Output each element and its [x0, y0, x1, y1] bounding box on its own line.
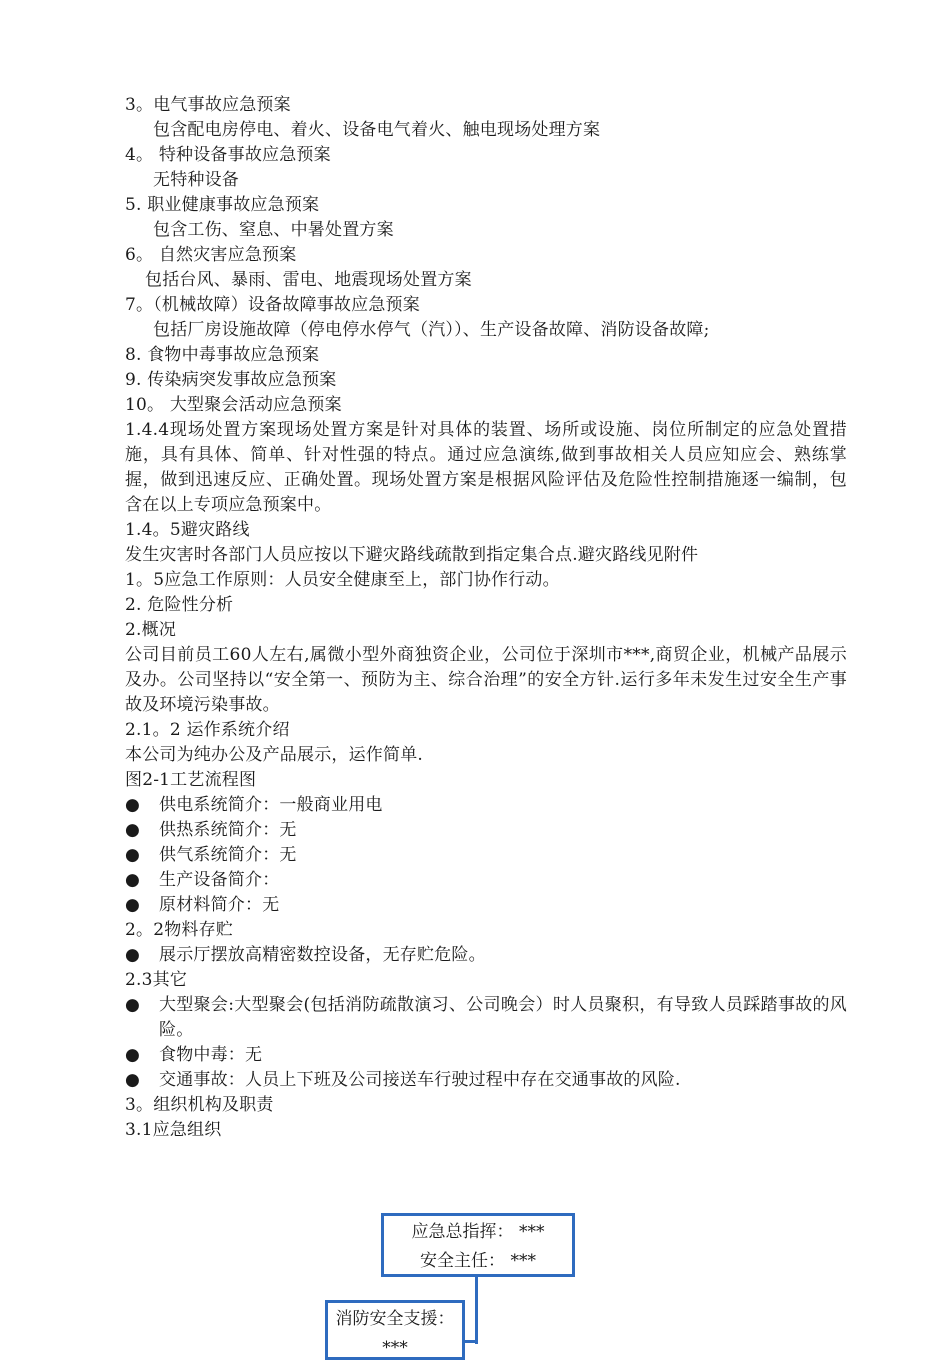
heading-occupational-health-plan: 5. 职业健康事故应急预案 [125, 195, 320, 215]
bullet-icon: ● [125, 820, 140, 840]
heading-other: 2.3其它 [125, 970, 188, 990]
natural-disaster-desc: 包括台风、暴雨、雷电、地震现场处置方案 [145, 270, 472, 290]
bullet-text: 食物中毒：无 [159, 1045, 263, 1065]
onsite-disposal-paragraph: 1.4.4现场处置方案现场处置方案是针对具体的装置、场所或设施、岗位所制定的应急处置措施，具有具体、简单、针对性强的特点。通过应急演练,做到事故相关人员应知应会、熟练掌握，做到迅速反应、正确处置。现场处置方案是根据风险评估及危险性控制措施逐一编制，包含在以上专项应急预案中。 [125, 420, 847, 515]
company-overview-paragraph: 公司目前员工60人左右,属微小型外商独资企业，公司位于深圳市***,商贸企业，机械产品展示及办。公司坚持以“安全第一、预防为主、综合治理”的安全方针.运行多年未发生过安全生产事故及环境污染事故。 [125, 645, 847, 715]
occupational-health-desc: 包含工伤、窒息、中暑处置方案 [153, 220, 394, 240]
emergency-principle: 1。5应急工作原则：人员安全健康至上，部门协作行动。 [125, 570, 560, 590]
heading-organization: 3。组织机构及职责 [125, 1095, 274, 1115]
org-box-commander [381, 1213, 575, 1277]
heading-epidemic-plan: 9. 传染病突发事故应急预案 [125, 370, 337, 390]
bullet-text: 交通事故：人员上下班及公司接送车行驶过程中存在交通事故的风险. [159, 1070, 681, 1090]
bullet-production-equipment [125, 868, 847, 893]
heading-hazard-analysis: 2. 危险性分析 [125, 595, 234, 615]
bullet-icon: ● [125, 870, 140, 890]
electrical-plan-desc: 包含配电房停电、着火、设备电气着火、触电现场处理方案 [153, 120, 601, 140]
heading-evacuation-route: 1.4。5避灾路线 [125, 520, 250, 540]
bullet-icon: ● [125, 1045, 140, 1065]
bullet-text: 展示厅摆放高精密数控设备，无存贮危险。 [159, 945, 486, 965]
bullet-raw-materials [125, 893, 847, 918]
bullet-heating-supply [125, 818, 847, 843]
org-box-fire-support-line1: 消防安全支援： [335, 1309, 455, 1329]
bullet-food-poisoning [125, 1043, 847, 1068]
operation-system-desc: 本公司为纯办公及产品展示，运作简单. [125, 745, 424, 765]
org-box-commander-line1: 应急总指挥： *** [411, 1222, 545, 1242]
bullet-text: 大型聚会:大型聚会(包括消防疏散演习、公司晚会）时人员聚积，有导致人员踩踏事故的风险。 [159, 995, 847, 1040]
bullet-text: 供气系统简介：无 [159, 845, 297, 865]
heading-overview: 2.概况 [125, 620, 177, 640]
org-box-fire-support-line2: *** [382, 1338, 408, 1358]
bullet-gas-supply [125, 843, 847, 868]
bullet-text: 供热系统简介：无 [159, 820, 297, 840]
bullet-icon: ● [125, 845, 140, 865]
bullet-large-gathering [125, 993, 847, 1043]
heading-natural-disaster-plan: 6。 自然灾害应急预案 [125, 245, 297, 265]
heading-emergency-organization: 3.1应急组织 [125, 1120, 222, 1140]
figure-caption-process-flow: 图2-1工艺流程图 [125, 770, 257, 790]
bullet-showroom [125, 943, 847, 968]
bullet-text: 生产设备简介： [159, 870, 280, 890]
org-chart-connector-vertical [475, 1274, 478, 1344]
heading-food-poisoning-plan: 8. 食物中毒事故应急预案 [125, 345, 320, 365]
bullet-text: 原材料简介：无 [159, 895, 280, 915]
heading-material-storage: 2。2物料存贮 [125, 920, 234, 940]
bullet-text: 供电系统简介：一般商业用电 [159, 795, 383, 815]
heading-operation-system: 2.1。2 运作系统介绍 [125, 720, 290, 740]
bullet-power-supply [125, 793, 847, 818]
bullet-icon: ● [125, 1070, 140, 1090]
bullet-traffic-accident [125, 1068, 847, 1093]
bullet-icon: ● [125, 795, 140, 815]
evacuation-route-desc: 发生灾害时各部门人员应按以下避灾路线疏散到指定集合点.避灾路线见附件 [125, 545, 699, 565]
bullet-icon: ● [125, 895, 140, 915]
special-equipment-desc: 无特种设备 [153, 170, 239, 190]
equipment-failure-desc: 包括厂房设施故障（停电停水停气（汽））、生产设备故障、消防设备故障; [153, 320, 710, 340]
heading-equipment-failure-plan: 7。（机械故障）设备故障事故应急预案 [125, 295, 420, 315]
org-box-commander-line2: 安全主任： *** [420, 1251, 536, 1271]
bullet-icon: ● [125, 945, 140, 965]
heading-electrical-plan: 3。电气事故应急预案 [125, 95, 291, 115]
heading-special-equipment-plan: 4。 特种设备事故应急预案 [125, 145, 331, 165]
bullet-icon: ● [125, 995, 140, 1015]
org-box-fire-support [325, 1300, 465, 1360]
heading-large-gathering-plan: 10。 大型聚会活动应急预案 [125, 395, 342, 415]
